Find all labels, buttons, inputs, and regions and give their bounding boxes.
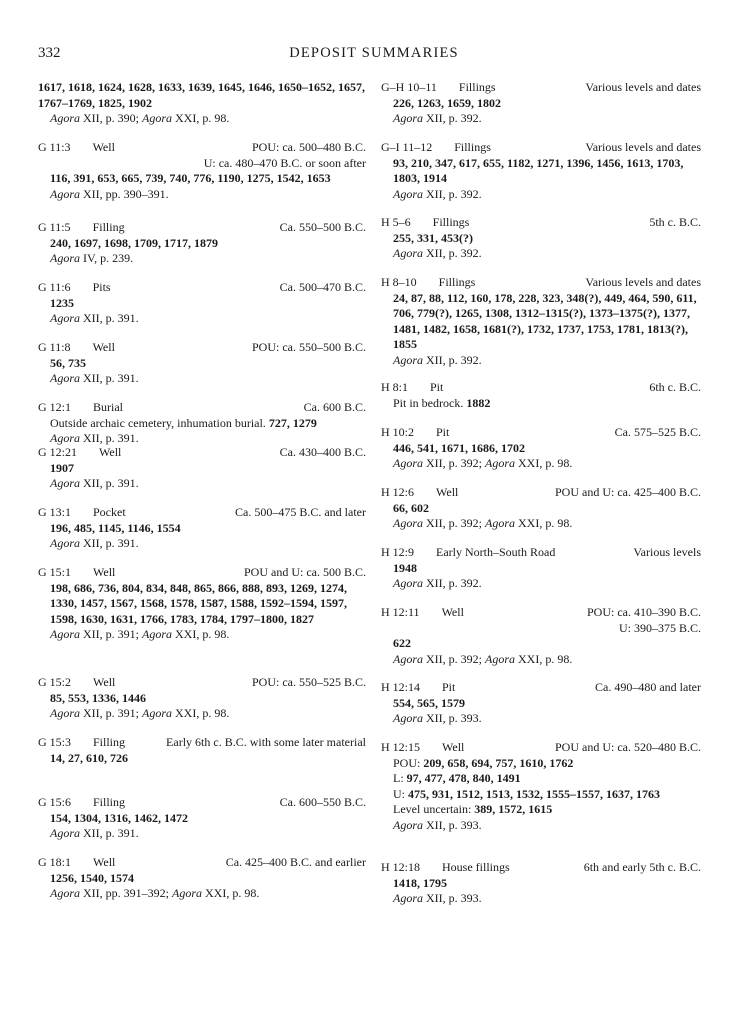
catalogue-numbers: 446, 541, 1671, 1686, 1702 [393, 440, 525, 455]
entry-heading [38, 505, 366, 521]
bibliographic-reference: Agora XII, pp. 391–392; Agora XXI, p. 98. [50, 886, 260, 900]
deposit-type: Pits [92, 280, 111, 294]
deposit-description: Pit in bedrock. 1882 [393, 395, 491, 410]
deposit-date: POU and U: ca. 500 B.C. [244, 565, 366, 579]
entry-heading [38, 565, 366, 581]
deposit-date: Various levels and dates [585, 80, 701, 94]
deposit-type: Well [93, 855, 116, 869]
deposit-date: 6th c. B.C. [649, 380, 701, 394]
deposit-id: G 15:6 [38, 795, 71, 809]
deposit-type: Well [93, 675, 116, 689]
deposit-entry [38, 280, 366, 327]
bibliographic-reference: Agora XII, p. 393. [393, 817, 482, 832]
deposit-entry [38, 505, 366, 552]
entry-heading [381, 215, 701, 231]
entry-heading [38, 340, 366, 356]
entry-heading [381, 680, 701, 696]
deposit-id: H 12:15 [381, 740, 420, 754]
catalogue-numbers: 255, 331, 453(?) [393, 230, 473, 245]
deposit-id: H 10:2 [381, 425, 414, 439]
deposit-type: House fillings [442, 860, 510, 874]
bibliographic-reference: Agora XII, p. 393. [393, 711, 482, 725]
deposit-id: H 12:6 [381, 485, 414, 499]
deposit-type: Burial [93, 400, 123, 414]
entry-heading [381, 425, 701, 441]
deposit-type: Fillings [454, 140, 491, 154]
entry-heading [38, 735, 366, 751]
deposit-entry [38, 80, 366, 127]
deposit-entry [381, 485, 701, 532]
deposit-type: Fillings [458, 80, 496, 94]
deposit-date-secondary: U: 390–375 B.C. [618, 620, 701, 635]
deposit-entry [38, 445, 366, 492]
deposit-type: Fillings [432, 215, 470, 229]
entry-heading [38, 675, 366, 691]
deposit-type: Well [441, 605, 464, 619]
deposit-id: G 12:1 [38, 400, 71, 414]
entry-heading [381, 740, 701, 756]
bibliographic-reference: Agora XII, p. 390; Agora XXI, p. 98. [50, 111, 230, 125]
entry-heading [38, 855, 366, 871]
deposit-entry [38, 735, 366, 766]
deposit-id: H 8–10 [381, 275, 417, 289]
deposit-description: POU: 209, 658, 694, 757, 1610, 1762 [393, 755, 574, 770]
deposit-entry [38, 565, 366, 643]
deposit-entry [381, 215, 701, 262]
deposit-id: H 5–6 [381, 215, 411, 229]
deposit-type: Well [99, 445, 122, 459]
deposit-date: POU: ca. 410–390 B.C. [587, 605, 701, 619]
deposit-date: Ca. 600–550 B.C. [279, 795, 366, 809]
entry-heading [38, 400, 366, 416]
deposit-date: POU: ca. 500–480 B.C. [252, 140, 366, 154]
deposit-id: H 12:18 [381, 860, 420, 874]
catalogue-numbers: 1418, 1795 [393, 875, 447, 890]
deposit-type: Well [436, 485, 459, 499]
deposit-entry [38, 220, 366, 267]
deposit-date: 6th and early 5th c. B.C. [583, 860, 701, 874]
deposit-type: Well [442, 740, 465, 754]
bibliographic-reference: Agora XII, p. 391. [50, 431, 139, 445]
deposit-description: Level uncertain: 389, 1572, 1615 [393, 802, 553, 816]
deposit-date: Ca. 575–525 B.C. [614, 425, 701, 439]
deposit-entry [381, 140, 701, 202]
entry-heading [381, 860, 701, 876]
deposit-description: U: 475, 931, 1512, 1513, 1532, 1555–1557, 1637, 1763 [393, 786, 660, 801]
entry-heading [381, 605, 701, 621]
deposit-type: Well [93, 565, 116, 579]
catalogue-numbers: 1256, 1540, 1574 [50, 870, 134, 885]
bibliographic-reference: Agora XII, p. 391; Agora XXI, p. 98. [50, 627, 230, 641]
bibliographic-reference: Agora XII, p. 392. [393, 576, 482, 590]
deposit-date: POU: ca. 550–500 B.C. [252, 340, 366, 354]
catalogue-numbers: 154, 1304, 1316, 1462, 1472 [50, 810, 188, 825]
catalogue-numbers: 554, 565, 1579 [393, 695, 465, 710]
bibliographic-reference: Agora XII, p. 392. [393, 111, 482, 125]
deposit-type: Well [92, 340, 115, 354]
deposit-id: G 15:1 [38, 565, 71, 579]
entry-heading [381, 545, 701, 561]
deposit-date: POU: ca. 550–525 B.C. [252, 675, 366, 689]
entry-heading [38, 280, 366, 296]
deposit-date-secondary: U: ca. 480–470 B.C. or soon after [203, 155, 366, 170]
deposit-type: Pocket [93, 505, 126, 519]
deposit-date: Various levels [633, 545, 701, 559]
catalogue-numbers: 14, 27, 610, 726 [50, 750, 128, 765]
catalogue-numbers: 66, 602 [393, 500, 429, 515]
catalogue-numbers: 1235 [50, 295, 74, 310]
deposit-id: H 12:14 [381, 680, 420, 694]
bibliographic-reference: Agora XII, p. 391. [50, 371, 139, 385]
deposit-date: Ca. 430–400 B.C. [279, 445, 366, 459]
deposit-id: H 8:1 [381, 380, 408, 394]
deposit-id: G 12:21 [38, 445, 77, 459]
deposit-entry [381, 545, 701, 592]
deposit-date: Ca. 425–400 B.C. and earlier [225, 855, 366, 869]
deposit-entry [381, 680, 701, 727]
deposit-id: G 13:1 [38, 505, 71, 519]
catalogue-numbers: 226, 1263, 1659, 1802 [393, 95, 501, 110]
deposit-entry [381, 860, 701, 907]
deposit-description: Outside archaic cemetery, inhumation burial. 727, 1279 [50, 415, 317, 430]
deposit-id: G–H 10–11 [381, 80, 437, 94]
deposit-date: 5th c. B.C. [649, 215, 701, 229]
deposit-entry [38, 795, 366, 842]
deposit-id: H 12:11 [381, 605, 420, 619]
deposit-entry [381, 740, 701, 833]
deposit-type: Well [92, 140, 115, 154]
bibliographic-reference: Agora XII, p. 391. [50, 826, 139, 840]
deposit-date: Ca. 500–475 B.C. and later [235, 505, 366, 519]
deposit-entry [381, 380, 701, 411]
deposit-entry [38, 855, 366, 902]
bibliographic-reference: Agora XII, p. 391. [50, 536, 139, 550]
catalogue-numbers: 1907 [50, 460, 74, 475]
deposit-date: POU and U: ca. 425–400 B.C. [555, 485, 701, 499]
entry-heading [381, 380, 701, 396]
deposit-id: G 11:6 [38, 280, 71, 294]
catalogue-numbers: 196, 485, 1145, 1146, 1554 [50, 520, 181, 535]
deposit-id: G 11:5 [38, 220, 71, 234]
entry-heading [381, 275, 701, 291]
deposit-date: Various levels and dates [585, 140, 701, 154]
deposit-entry [381, 275, 701, 368]
entry-heading [38, 220, 366, 236]
deposit-id: G 15:2 [38, 675, 71, 689]
deposit-entry [381, 80, 701, 127]
entry-heading [38, 795, 366, 811]
deposit-entry [38, 340, 366, 387]
catalogue-numbers: 116, 391, 653, 665, 739, 740, 776, 1190, 1275, 1542, 1653 [50, 171, 331, 185]
deposit-date: Ca. 500–470 B.C. [279, 280, 366, 294]
running-head: DEPOSIT SUMMARIES [289, 45, 459, 61]
bibliographic-reference: Agora XII, p. 392. [393, 186, 482, 201]
entry-heading [38, 140, 366, 156]
deposit-description: L: 97, 477, 478, 840, 1491 [393, 771, 521, 785]
deposit-date: Early 6th c. B.C. with some later material [166, 735, 366, 749]
deposit-date: Ca. 550–500 B.C. [279, 220, 366, 234]
page-number: 332 [38, 45, 61, 61]
bibliographic-reference: Agora XII, p. 393. [393, 891, 482, 905]
deposit-type: Early North–South Road [436, 545, 556, 559]
bibliographic-reference: Agora XII, p. 392; Agora XXI, p. 98. [393, 456, 573, 470]
entry-heading [381, 140, 701, 156]
deposit-id: G 18:1 [38, 855, 71, 869]
deposit-id: G 11:8 [38, 340, 71, 354]
bibliographic-reference: Agora XII, p. 392; Agora XXI, p. 98. [393, 651, 573, 666]
catalogue-numbers: 93, 210, 347, 617, 655, 1182, 1271, 1396, 1456, 1613, 1703, 1803, 1914 [393, 155, 684, 185]
catalogue-numbers: 1948 [393, 560, 417, 575]
deposit-entry [38, 400, 366, 447]
deposit-entry [38, 675, 366, 722]
catalogue-numbers: 1617, 1618, 1624, 1628, 1633, 1639, 1645, 1646, 1650–1652, 1657, 1767–1769, 1825, 1902 [38, 80, 365, 110]
bibliographic-reference: Agora IV, p. 239. [50, 251, 134, 265]
deposit-type: Pit [430, 380, 444, 394]
bibliographic-reference: Agora XII, p. 391; Agora XXI, p. 98. [50, 706, 230, 720]
entry-heading [38, 445, 366, 461]
deposit-type: Fillings [438, 275, 476, 289]
deposit-id: H 12:9 [381, 545, 414, 559]
bibliographic-reference: Agora XII, p. 391. [50, 476, 139, 490]
bibliographic-reference: Agora XII, p. 392. [393, 352, 482, 367]
deposit-id: G 15:3 [38, 735, 71, 749]
bibliographic-reference: Agora XII, p. 392. [393, 246, 482, 260]
deposit-type: Pit [436, 425, 450, 439]
catalogue-numbers: 240, 1697, 1698, 1709, 1717, 1879 [50, 235, 218, 250]
deposit-date: Ca. 490–480 and later [595, 680, 701, 694]
deposit-date: Various levels and dates [585, 275, 701, 289]
catalogue-numbers: 198, 686, 736, 804, 834, 848, 865, 866, 888, 893, 1269, 1274, 1330, 1457, 1567, 1568, 1578, 1587, 1588, 1592–1594, 1597, 1598, 1630, 1631, 1766, 1783, 1784, 1797–1800, 1827 [50, 580, 347, 626]
deposit-type: Filling [92, 220, 125, 234]
bibliographic-reference: Agora XII, pp. 390–391. [50, 186, 169, 201]
bibliographic-reference: Agora XII, p. 392; Agora XXI, p. 98. [393, 516, 573, 530]
deposit-entry [38, 140, 366, 202]
entry-heading [381, 80, 701, 96]
deposit-id: G–I 11–12 [381, 140, 433, 154]
deposit-type: Filling [93, 735, 126, 749]
deposit-entry [381, 605, 701, 667]
bibliographic-reference: Agora XII, p. 391. [50, 311, 139, 325]
catalogue-numbers: 56, 735 [50, 355, 86, 370]
catalogue-numbers: 24, 87, 88, 112, 160, 178, 228, 323, 348(?), 449, 464, 590, 611, 706, 779(?), 1265, 1308, 1312–1315(?), 1373–1375(?), 1377, 1481, 1482, 1658, 1681(?), 1732, 1737, 1753, 1781, 1813(?), 1855 [393, 290, 697, 351]
catalogue-numbers: 622 [393, 636, 411, 650]
deposit-type: Pit [442, 680, 456, 694]
deposit-entry [381, 425, 701, 472]
deposit-date: Ca. 600 B.C. [303, 400, 366, 414]
deposit-date: POU and U: ca. 520–480 B.C. [555, 740, 701, 754]
catalogue-numbers: 85, 553, 1336, 1446 [50, 690, 146, 705]
entry-heading [381, 485, 701, 501]
deposit-id: G 11:3 [38, 140, 71, 154]
deposit-type: Filling [93, 795, 126, 809]
